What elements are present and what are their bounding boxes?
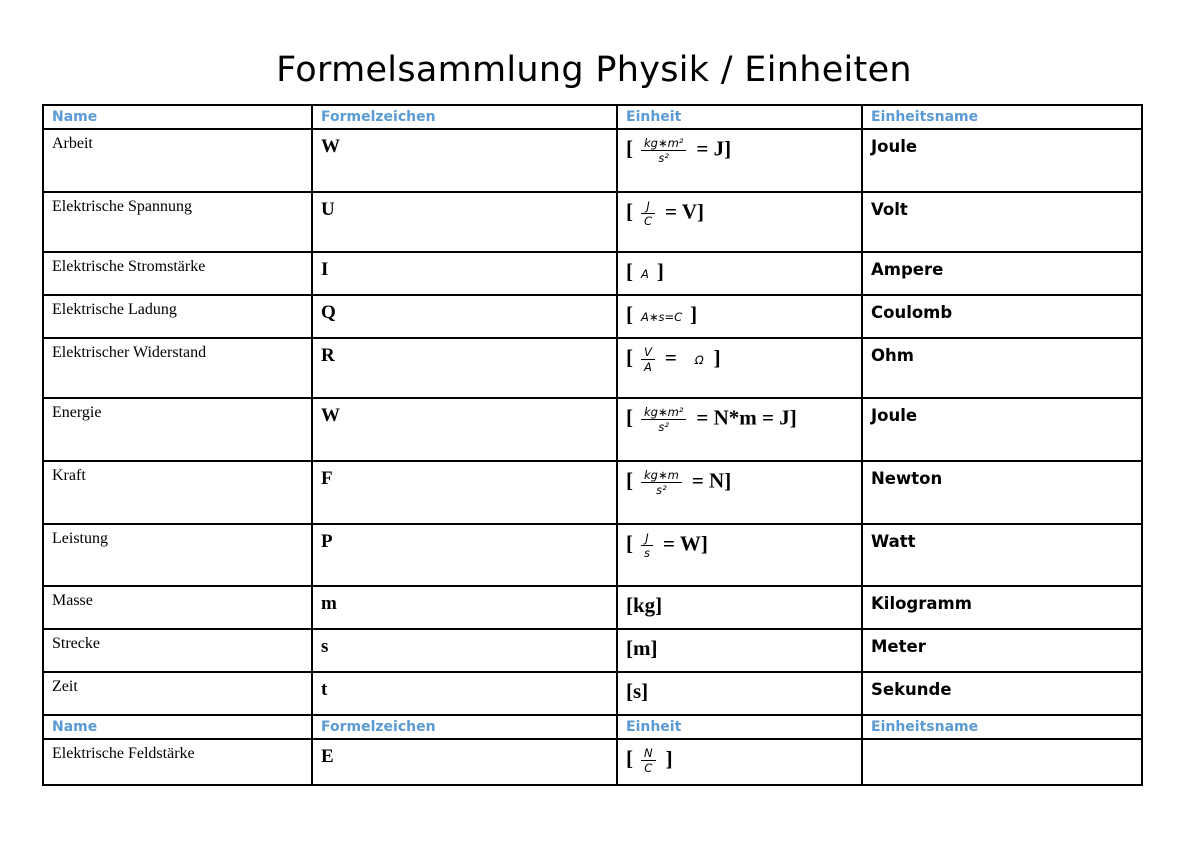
unit-name: Ampere	[862, 252, 1142, 295]
header-symbol: Formelzeichen	[312, 715, 617, 739]
bracket-open: [	[626, 199, 633, 224]
unit-cell	[617, 524, 862, 586]
unit-result: = W]	[663, 531, 708, 556]
fraction-numerator: J	[641, 531, 653, 546]
quantity-name: Leistung	[43, 524, 312, 586]
unit-name: Joule	[862, 398, 1142, 461]
bracket-open: [	[626, 468, 633, 493]
unit-name: Joule	[862, 129, 1142, 192]
table-row	[43, 295, 1142, 338]
quantity-name: Energie	[43, 398, 312, 461]
unit-cell: [m]	[617, 629, 862, 672]
fraction-numerator: kg∗m²	[641, 136, 686, 151]
unit-result: = J]	[696, 136, 732, 161]
table-row	[43, 739, 1142, 785]
page-title: Formelsammlung Physik / Einheiten	[276, 50, 912, 90]
unit-name: Kilogramm	[862, 586, 1142, 629]
quantity-name: Masse	[43, 586, 312, 629]
unit-result: = N*m = J]	[696, 405, 797, 430]
fraction-denominator: C	[644, 214, 653, 228]
unit-cell	[617, 461, 862, 524]
header-name: Name	[43, 715, 312, 739]
header-unit: Einheit	[617, 105, 862, 129]
bracket-open: [	[626, 302, 633, 326]
fraction-denominator: s²	[658, 420, 670, 434]
unit-result: = V]	[665, 199, 705, 224]
unit-result: ]	[713, 345, 721, 370]
table-row	[43, 461, 1142, 524]
quantity-name: Arbeit	[43, 129, 312, 192]
bracket-open: [	[626, 136, 633, 161]
unit-result: ]	[656, 259, 664, 283]
formula-symbol: F	[312, 461, 617, 524]
formula-symbol: s	[312, 629, 617, 672]
unit-fraction	[641, 345, 655, 374]
table-row	[43, 192, 1142, 252]
fraction-numerator: J	[641, 199, 655, 214]
fraction-numerator: V	[641, 345, 655, 360]
formula-symbol: t	[312, 672, 617, 715]
table-row	[43, 524, 1142, 586]
unit-cell	[617, 295, 862, 338]
unit-cell	[617, 252, 862, 295]
unit-name: Newton	[862, 461, 1142, 524]
bracket-open: [	[626, 405, 633, 430]
quantity-name: Zeit	[43, 672, 312, 715]
table-row	[43, 629, 1142, 672]
unit-inline: A∗s=C	[641, 310, 683, 324]
header-unit-name: Einheitsname	[862, 715, 1142, 739]
units-table	[42, 104, 1143, 786]
unit-cell	[617, 398, 862, 461]
fraction-denominator: s²	[656, 483, 667, 497]
unit-result: = N]	[691, 468, 732, 493]
unit-name: Coulomb	[862, 295, 1142, 338]
table-header-row	[43, 105, 1142, 129]
quantity-name: Elektrische Spannung	[43, 192, 312, 252]
fraction-numerator: kg∗m	[641, 468, 682, 483]
quantity-name: Kraft	[43, 461, 312, 524]
table-row	[43, 338, 1142, 398]
unit-cell	[617, 129, 862, 192]
bracket-open: [	[626, 531, 633, 556]
formula-symbol: I	[312, 252, 617, 295]
formula-symbol: m	[312, 586, 617, 629]
table-row	[43, 129, 1142, 192]
unit-name	[862, 739, 1142, 785]
bracket-open: [	[626, 345, 633, 370]
unit-inline: A	[641, 267, 649, 281]
unit-name: Ohm	[862, 338, 1142, 398]
unit-fraction	[641, 136, 686, 165]
unit-cell: [s]	[617, 672, 862, 715]
header-name: Name	[43, 105, 312, 129]
fraction-denominator: C	[644, 761, 653, 775]
bracket-open: [	[626, 746, 633, 771]
formula-symbol: E	[312, 739, 617, 785]
unit-cell	[617, 739, 862, 785]
unit-fraction	[641, 468, 682, 497]
unit-result: ]	[665, 746, 673, 771]
unit-fraction	[641, 746, 656, 775]
unit-cell	[617, 192, 862, 252]
quantity-name: Strecke	[43, 629, 312, 672]
table-row	[43, 586, 1142, 629]
bracket-open: [	[626, 259, 633, 283]
fraction-denominator: s²	[658, 151, 670, 165]
omega-symbol: Ω	[694, 353, 704, 368]
unit-name: Volt	[862, 192, 1142, 252]
header-unit-name: Einheitsname	[862, 105, 1142, 129]
unit-fraction	[641, 531, 653, 560]
formula-symbol: W	[312, 129, 617, 192]
table-row	[43, 398, 1142, 461]
unit-fraction	[641, 199, 655, 228]
unit-cell	[617, 338, 862, 398]
unit-name: Watt	[862, 524, 1142, 586]
fraction-numerator: kg∗m²	[641, 405, 686, 420]
quantity-name: Elektrischer Widerstand	[43, 338, 312, 398]
header-symbol: Formelzeichen	[312, 105, 617, 129]
unit-fraction	[641, 405, 686, 434]
formula-symbol: U	[312, 192, 617, 252]
formula-symbol: R	[312, 338, 617, 398]
table-row	[43, 252, 1142, 295]
quantity-name: Elektrische Stromstärke	[43, 252, 312, 295]
fraction-numerator: N	[641, 746, 656, 761]
unit-equals: =	[664, 345, 677, 370]
formula-symbol: P	[312, 524, 617, 586]
unit-cell: [kg]	[617, 586, 862, 629]
table-header-row	[43, 715, 1142, 739]
quantity-name: Elektrische Feldstärke	[43, 739, 312, 785]
header-unit: Einheit	[617, 715, 862, 739]
formula-symbol: Q	[312, 295, 617, 338]
table-row	[43, 672, 1142, 715]
fraction-denominator: s	[644, 546, 650, 560]
unit-name: Meter	[862, 629, 1142, 672]
unit-result: ]	[690, 302, 698, 326]
fraction-denominator: A	[644, 360, 652, 374]
unit-name: Sekunde	[862, 672, 1142, 715]
formula-symbol: W	[312, 398, 617, 461]
quantity-name: Elektrische Ladung	[43, 295, 312, 338]
